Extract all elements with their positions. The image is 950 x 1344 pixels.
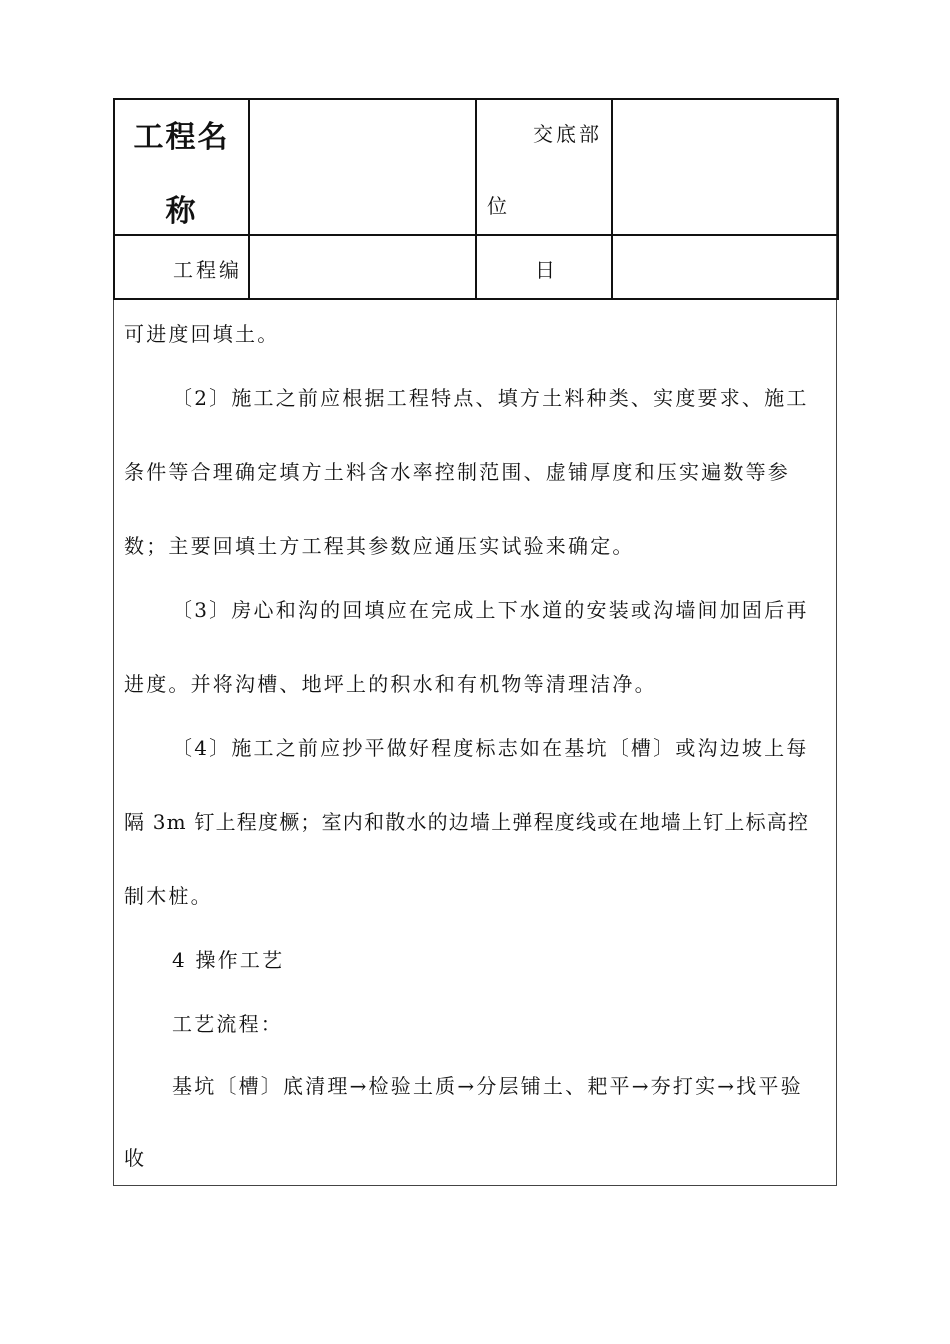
project-no-label-cell [114,235,249,299]
project-name-label-cell [114,99,249,235]
project-name-label-cont: 称 [165,194,198,229]
section-heading: 4 操作工艺 [172,948,285,972]
body-line-3: 条件等合理确定填方土料含水率控制范围、虚铺厚度和压实遍数等参 [124,460,790,484]
body-line-1: 可进度回填土。 [124,322,280,346]
project-no-value[interactable] [249,235,476,299]
project-name-value[interactable] [249,99,476,235]
disclosure-part-label: 交底部 [533,122,602,146]
date-label-cell [476,235,612,299]
disclosure-part-value[interactable] [612,99,838,235]
body-line-8: 隔 3m 钉上程度橛；室内和散水的边墙上弹程度线或在地墙上钉上标高控 [124,810,810,834]
process-flow-label: 工艺流程： [172,1012,283,1036]
project-no-label: 工程编 [173,258,242,282]
body-line-4: 数；主要回填土方工程其参数应通压实试验来确定。 [124,534,635,558]
date-label: 日 [535,258,558,282]
process-flow-line-2: 收 [124,1146,147,1170]
project-name-label: 工程名 [133,120,230,155]
body-line-9: 制木桩。 [124,884,213,908]
body-line-2: 〔2〕施工之前应根据工程特点、填方土料种类、实度要求、施工 [172,386,809,410]
disclosure-part-label-cont: 位 [487,194,510,218]
disclosure-part-label-cell [476,99,612,235]
date-value[interactable] [612,235,838,299]
body-line-5: 〔3〕房心和沟的回填应在完成上下水道的安装或沟墙间加固后再 [172,598,809,622]
process-flow-line-1: 基坑〔槽〕底清理→检验土质→分层铺土、耙平→夯打实→找平验 [172,1074,803,1098]
body-line-6: 进度。并将沟槽、地坪上的积水和有机物等清理洁净。 [124,672,657,696]
body-line-7: 〔4〕施工之前应抄平做好程度标志如在基坑〔槽〕或沟边坡上每 [172,736,809,760]
header-table [113,98,839,300]
